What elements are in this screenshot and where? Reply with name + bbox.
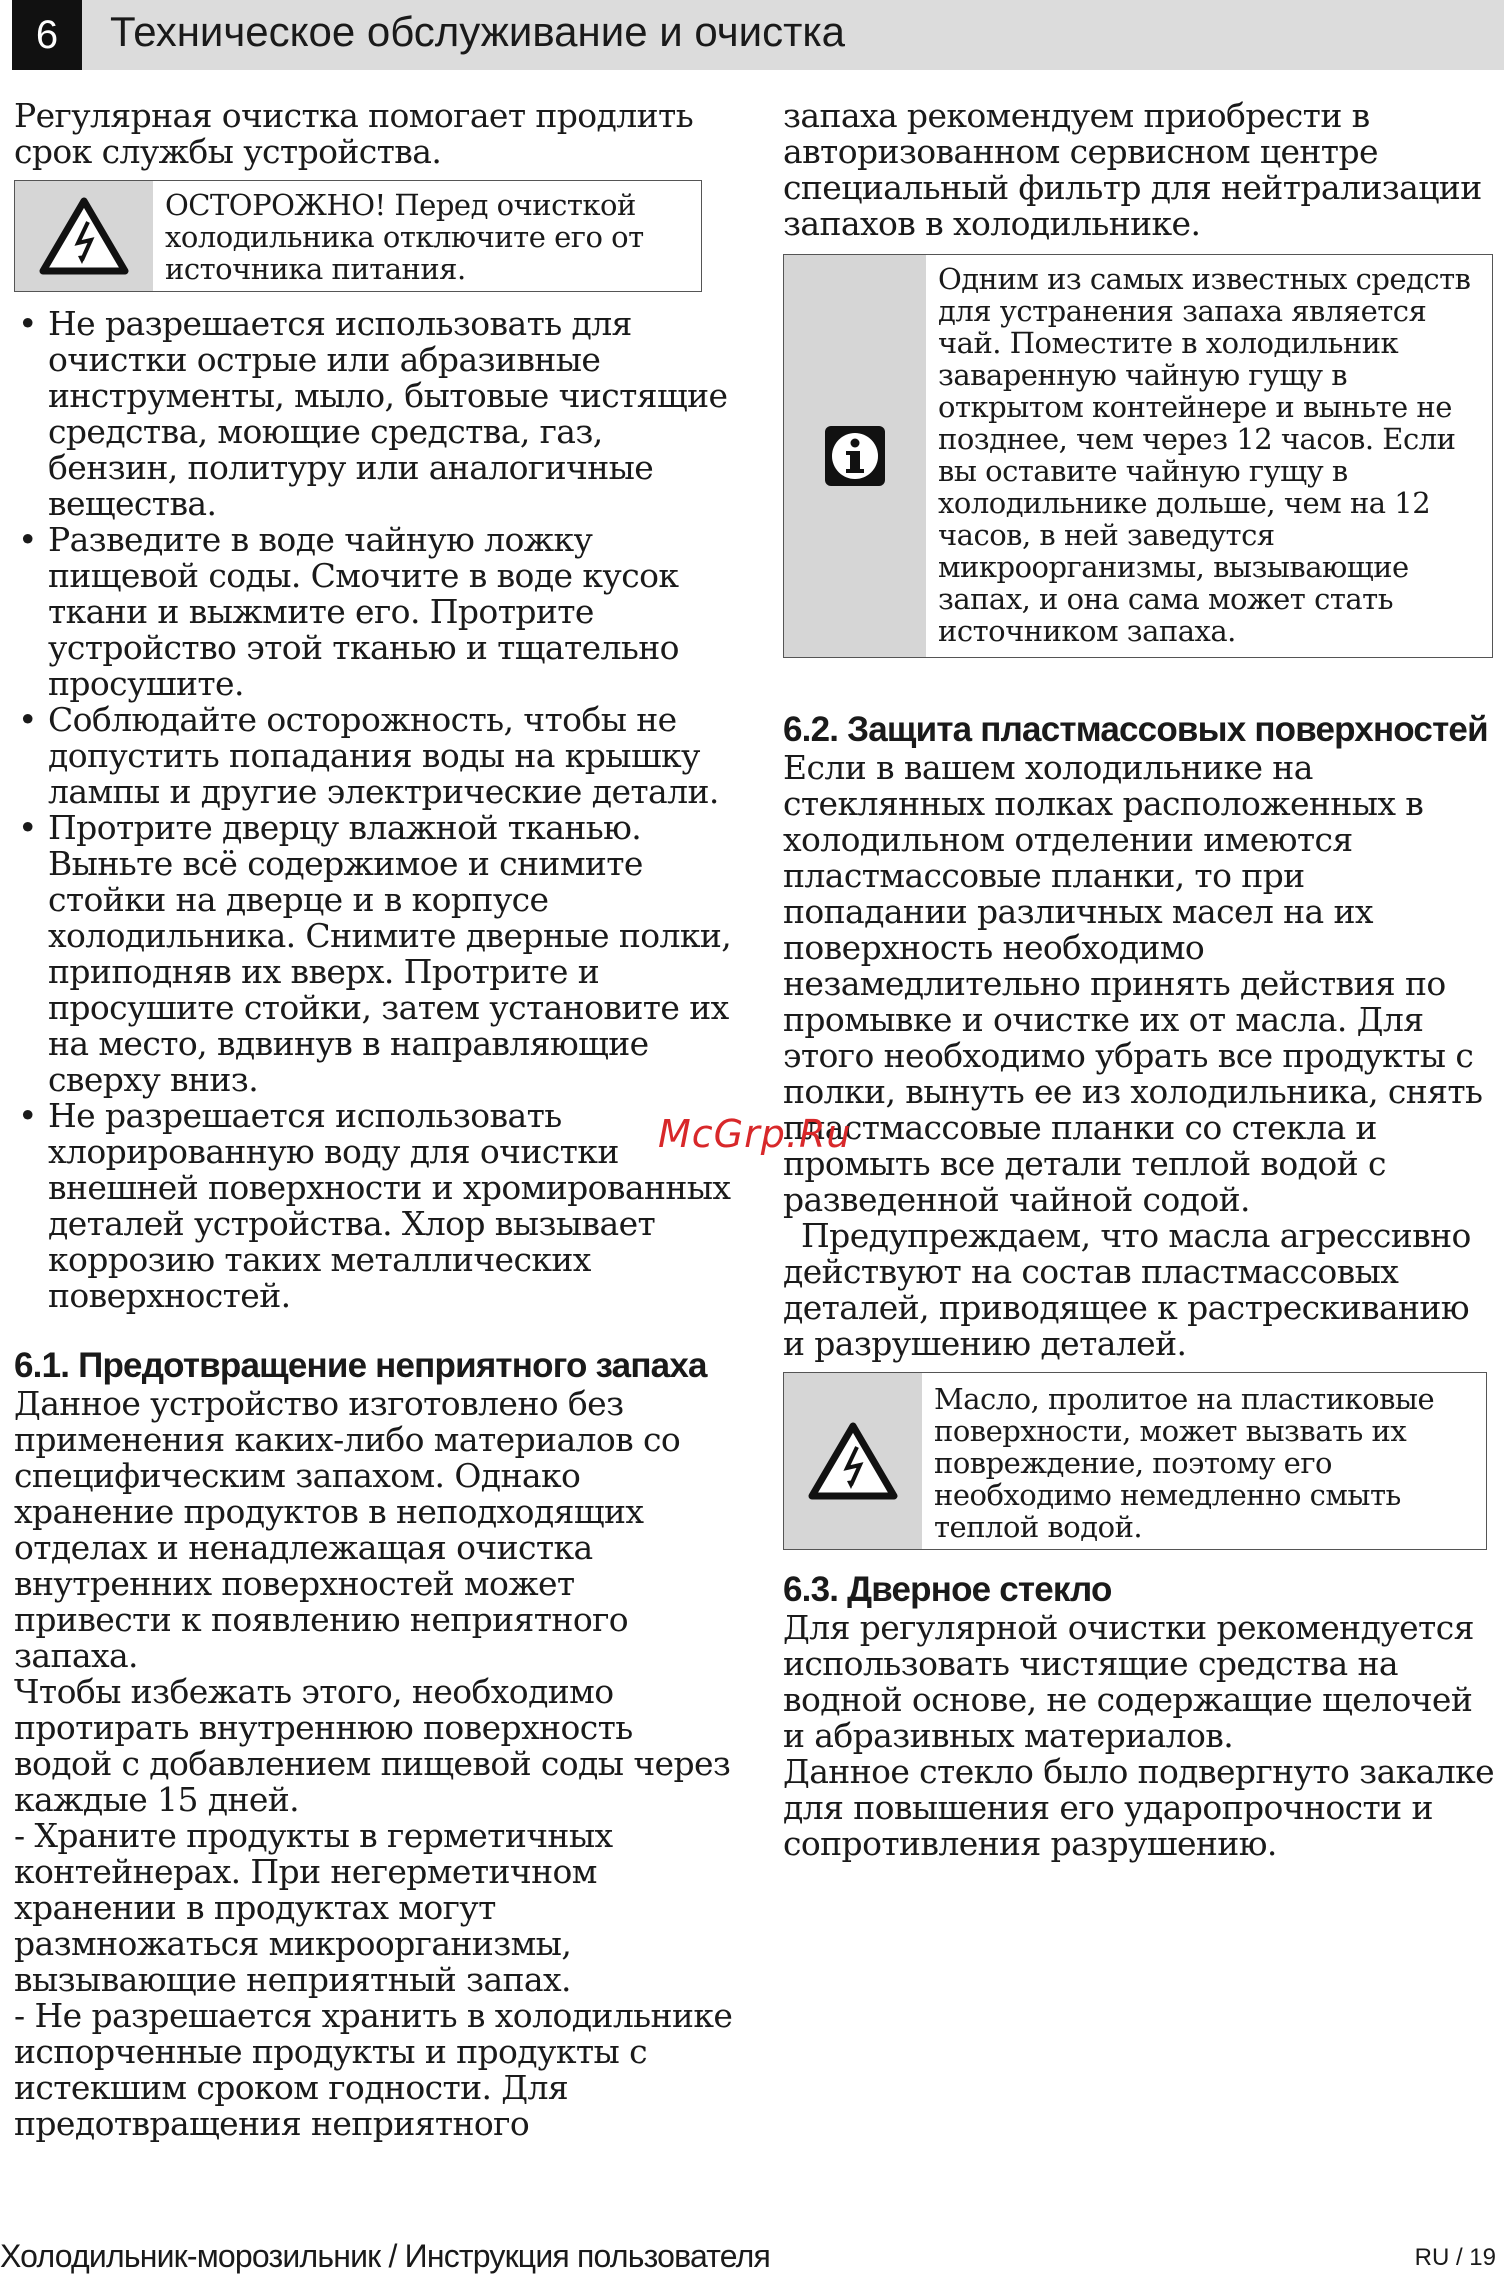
watermark: McGrp.Ru [658,1112,852,1156]
section-6-3-body [783,1610,1495,1862]
paragraph: - Не разрешается хранить в холодильнике испорченные продукты и продукты с истекшим сроком годности. Для предотвращения неприятного [14,1996,733,2143]
paragraph: Предупреждаем, что масла агрессивно действуют на состав пластмассовых деталей, приводящее к растрескиванию и разрушению деталей. [783,1216,1471,1363]
list-item: • Не разрешается использовать для очистки острые или абразивные инструменты, мыло, бытовые чистящие средства, моющие средства, газ, бензин, политуру или аналогичные вещества. [14,306,734,522]
intro-paragraph: Регулярная очистка помогает продлить срок службы устройства. [14,96,694,171]
warning-text: ОСТОРОЖНО! Перед очисткой холодильника отключите его от источника питания. [165,188,644,286]
section-heading-6-1: 6.1. Предотвращение неприятного запаха [14,1346,707,1385]
oil-warning-text: Масло, пролитое на пластиковые поверхности, может вызвать их повреждение, поэтому его необходимо немедленно смыть теплой водой. [934,1382,1435,1544]
info-box [783,254,1493,658]
list-item: • Разведите в воде чайную ложку пищевой соды. Смочите в воде кусок ткани и выжмите его. Протрите устройство этой тканью и тщательно просушите. [14,522,734,702]
section-heading-6-3: 6.3. Дверное стекло [783,1570,1112,1609]
chapter-number: 6 [12,0,82,70]
continuation-paragraph: запаха рекомендуем приобрести в авторизованном сервисном центре специальный фильтр для нейтрализации запахов в холодильнике. [783,96,1482,243]
info-icon-panel [784,255,926,657]
high-voltage-warning-icon [38,196,130,276]
paragraph: Данное стекло было подвергнуто закалке для повышения его ударопрочности и сопротивления разрушению. [783,1752,1495,1863]
list-item: • Протрите дверцу влажной тканью. Выньте всё содержимое и снимите стойки на дверце и в корпусе холодильника. Снимите дверные полки, приподняв их вверх. Протрите и просушите стойки, затем установите их на место, вдвинув в направляющие сверху вниз. [14,810,734,1098]
footer-title: Холодильник-морозильник / Инструкция пользователя [0,2238,771,2274]
oil-warning-box [783,1372,1487,1550]
paragraph: Данное устройство изготовлено без применения каких-либо материалов со специфическим запахом. Однако хранение продуктов в неподходящих отделах и ненадлежащая очистка внутренних поверхностей может привести к появлению неприятного запаха. [14,1384,681,1675]
section-6-2-body [783,750,1495,1362]
paragraph: - Храните продукты в герметичных контейнерах. При негерметичном хранении в продуктах могут размножаться микроорганизмы, вызывающие неприятный запах. [14,1816,613,1999]
warning-icon-panel [784,1373,922,1549]
left-column [14,98,734,2142]
list-item: • Не разрешается использовать хлорированную воду для очистки внешней поверхности и хромированных деталей устройства. Хлор вызывает коррозию таких металлических поверхностей. [14,1098,734,1314]
cleaning-rules-list [14,306,734,1314]
chapter-header [12,0,1504,70]
section-6-1-body [14,1386,734,2142]
warning-icon-panel [15,181,153,291]
right-column [783,98,1495,1862]
info-icon [823,424,887,488]
paragraph: Для регулярной очистки рекомендуется использовать чистящие средства на водной основе, не содержащие щелочей и абразивных материалов. [783,1608,1474,1755]
warning-box [14,180,702,292]
chapter-title: Техническое обслуживание и очистка [110,8,846,55]
section-heading-6-2: 6.2. Защита пластмассовых поверхностей [783,710,1488,749]
list-item: • Соблюдайте осторожность, чтобы не допустить попадания воды на крышку лампы и другие электрические детали. [14,702,734,810]
page-number: RU / 19 [1414,2244,1496,2271]
paragraph: Если в вашем холодильнике на стеклянных полках расположенных в холодильном отделении имеются пластмассовые планки, то при попадании различных масел на их поверхность необходимо незамедлительно принять действия по промывке и очистке их от масла. Для этого необходимо убрать все продукты с полки, вынуть ее из холодильника, снять пластмассовые планки со стекла и промыть все детали теплой водой с разведенной чайной содой. [783,748,1483,1219]
info-text: Одним из самых известных средств для устранения запаха является чай. Поместите в холодильник заваренную чайную гущу в открытом контейнере и выньте не позднее, чем через 12 часов. Если вы оставите чайную гущу в холодильнике дольше, чем на 12 часов, в ней заведутся микроорганизмы, вызывающие запах, и она сама может стать источником запаха. [938,262,1471,648]
high-voltage-warning-icon [807,1421,899,1501]
paragraph: Чтобы избежать этого, необходимо протирать внутреннюю поверхность водой с добавлением пищевой соды через каждые 15 дней. [14,1672,731,1819]
